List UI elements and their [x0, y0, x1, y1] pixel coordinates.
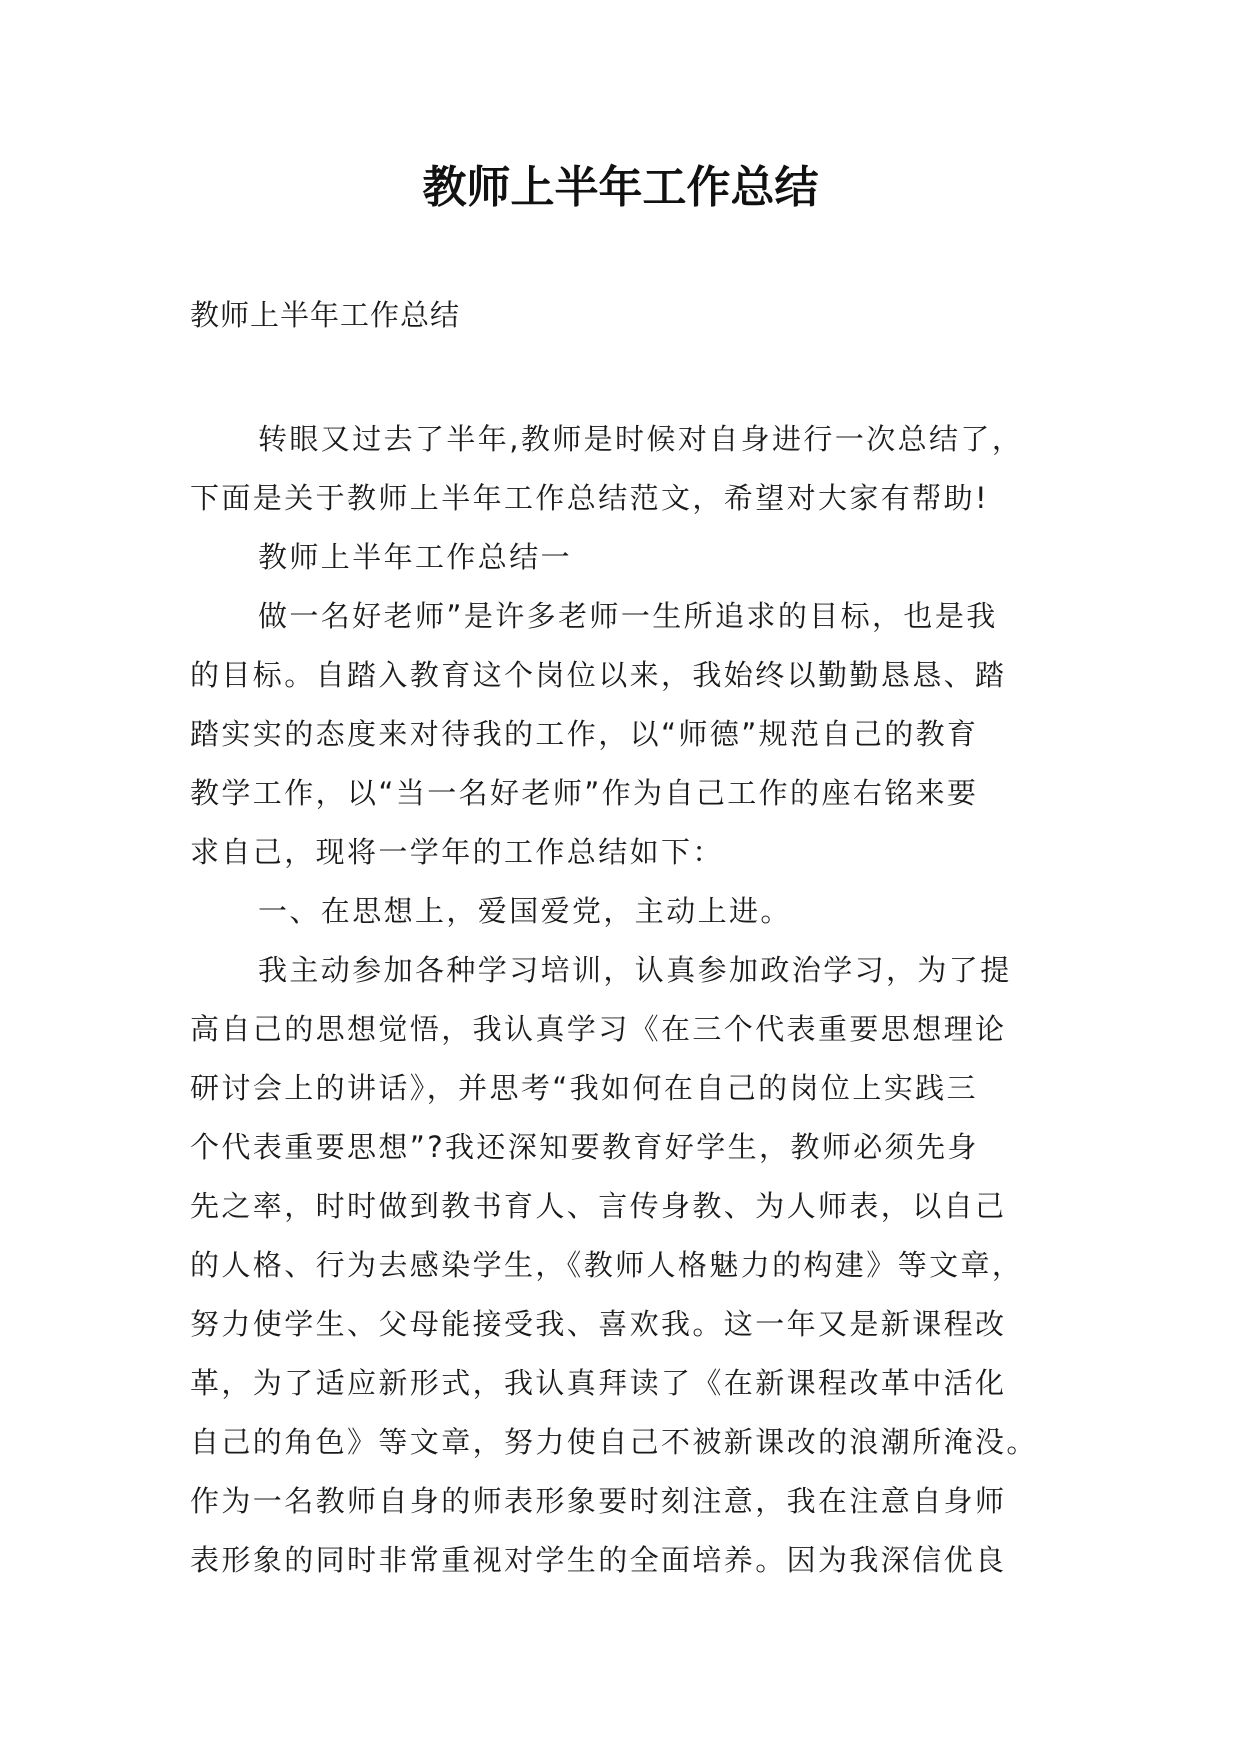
paragraph-line: 的目标。自踏入教育这个岗位以来，我始终以勤勤恳恳、踏	[190, 658, 1007, 692]
paragraph-line: 教学工作，以“当一名好老师”作为自己工作的座右铭来要	[190, 776, 979, 810]
section-heading: 教师上半年工作总结一	[258, 540, 573, 574]
document-subtitle: 教师上半年工作总结	[190, 298, 461, 332]
paragraph-line: 先之率，时时做到教书育人、言传身教、为人师表，以自己	[190, 1189, 1007, 1223]
paragraph-line: 做一名好老师”是许多老师一生所追求的目标，也是我	[258, 599, 998, 633]
paragraph-line: 下面是关于教师上半年工作总结范文，希望对大家有帮助!	[190, 481, 990, 515]
paragraph-line: 的人格、行为去感染学生，《教师人格魅力的构建》等文章，	[190, 1248, 1024, 1282]
paragraph-line: 踏实实的态度来对待我的工作，以“师德”规范自己的教育	[190, 717, 979, 751]
document-body	[190, 410, 1058, 1590]
section-heading: 一、在思想上，爱国爱党，主动上进。	[258, 894, 792, 928]
paragraph-line: 高自己的思想觉悟，我认真学习《在三个代表重要思想理论	[190, 1012, 1007, 1046]
paragraph-line: 革，为了适应新形式，我认真拜读了《在新课程改革中活化	[190, 1366, 1007, 1400]
paragraph-line: 作为一名教师自身的师表形象要时刻注意，我在注意自身师	[190, 1484, 1007, 1518]
paragraph-line: 转眼又过去了半年,教师是时候对自身进行一次总结了，	[258, 422, 1024, 456]
paragraph-line: 努力使学生、父母能接受我、喜欢我。这一年又是新课程改	[190, 1307, 1007, 1341]
paragraph-line: 研讨会上的讲话》，并思考“我如何在自己的岗位上实践三	[190, 1071, 978, 1105]
paragraph-line: 自己的角色》等文章，努力使自己不被新课改的浪潮所淹没。	[190, 1425, 1038, 1459]
paragraph-line: 表形象的同时非常重视对学生的全面培养。因为我深信优良	[190, 1543, 1007, 1577]
paragraph-line: 求自己，现将一学年的工作总结如下：	[190, 835, 724, 869]
document-title: 教师上半年工作总结	[422, 162, 819, 213]
paragraph-line: 个代表重要思想”?我还深知要教育好学生，教师必须先身	[190, 1130, 979, 1164]
paragraph-line: 我主动参加各种学习培训，认真参加政治学习，为了提	[258, 953, 1012, 987]
